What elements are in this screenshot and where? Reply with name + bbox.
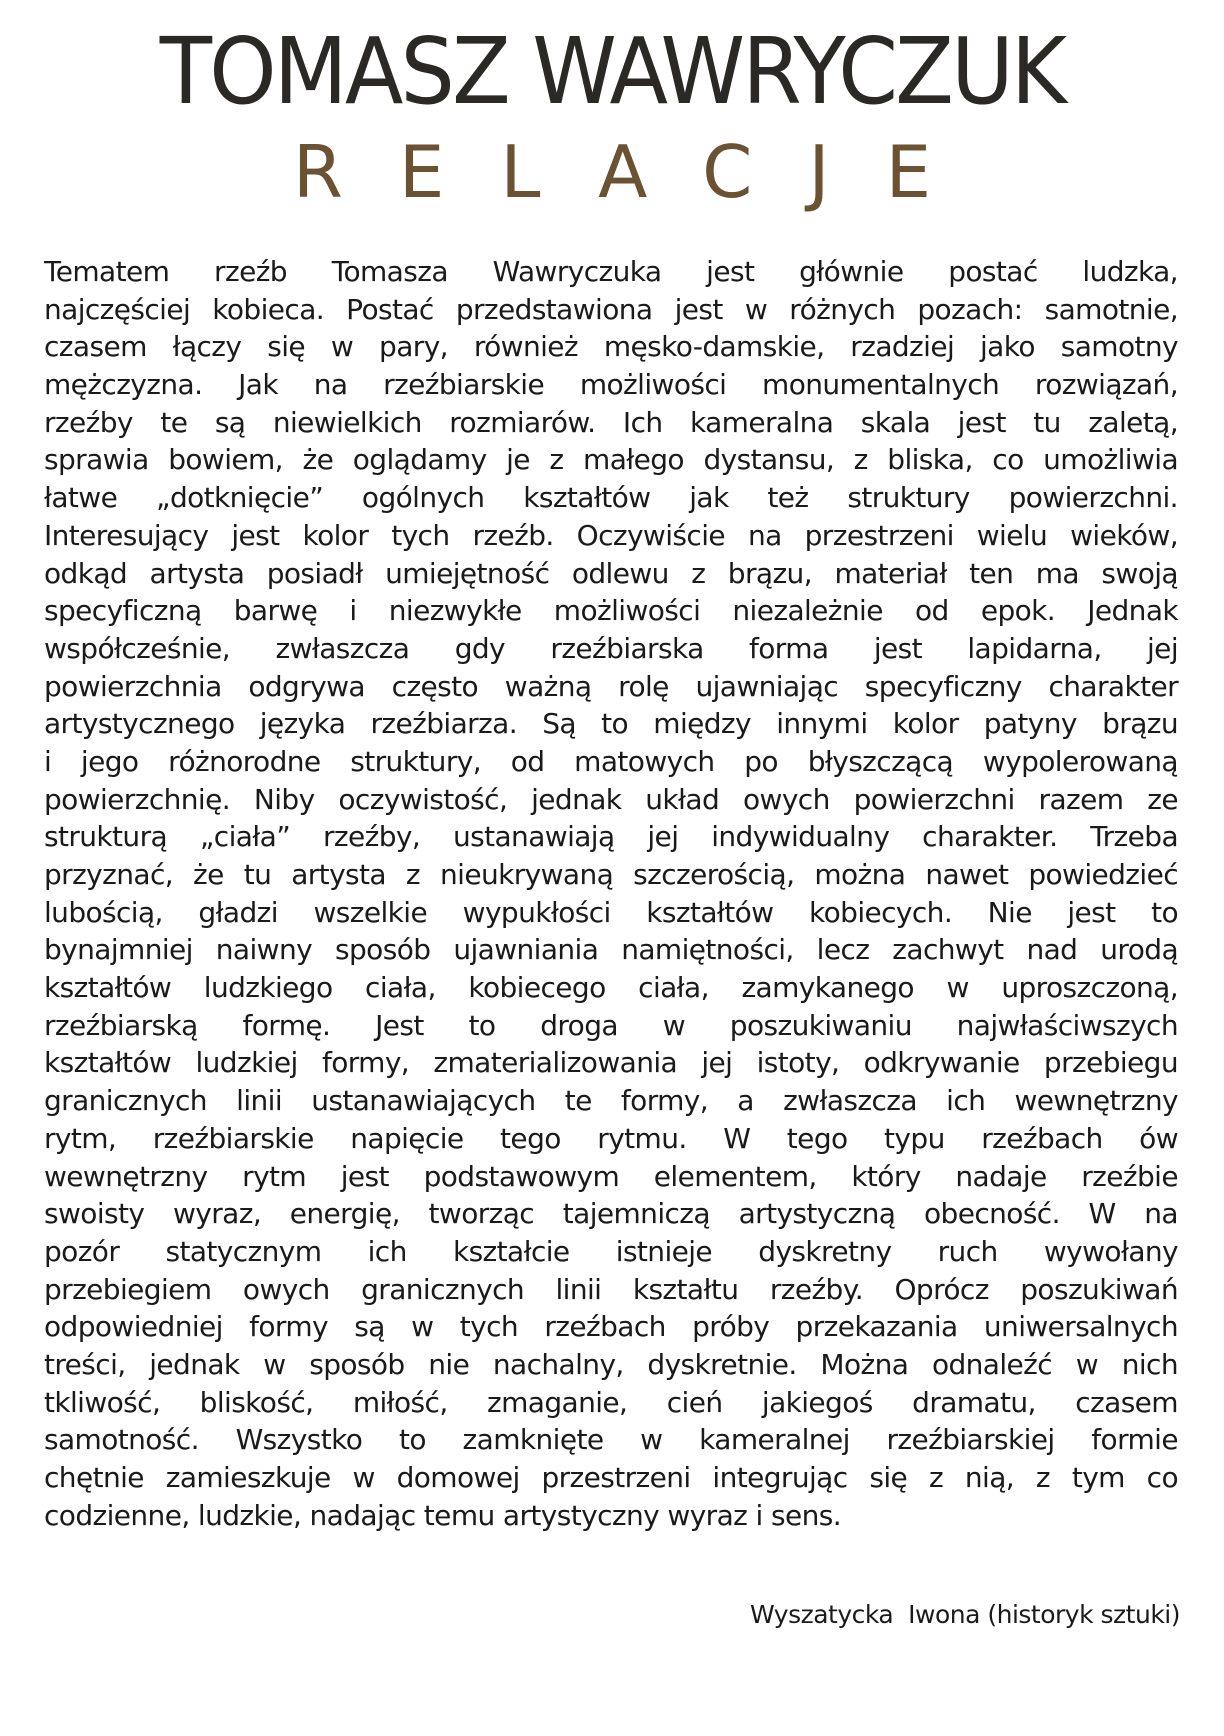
essay-line: odpowiedniej formy są w tych rzeźbach próby przekazania uniwersalnych [44, 1310, 1178, 1344]
essay-line: najczęściej kobieca. Postać przedstawiona jest w różnych pozach: samotnie, [44, 292, 1178, 326]
essay-line: kształtów ludzkiej formy, zmaterializowania jej istoty, odkrywanie przebiegu [44, 1046, 1178, 1080]
essay-line: współcześnie, zwłaszcza gdy rzeźbiarska forma jest lapidarna, jej [44, 631, 1178, 665]
essay-line: specyficzną barwę i niezwykłe możliwości niezależnie od epok. Jednak [44, 594, 1178, 628]
essay-line: rytm, rzeźbiarskie napięcie tego rytmu. W tego typu rzeźbach ów [44, 1121, 1178, 1155]
essay-line: kształtów ludzkiego ciała, kobiecego ciała, zamykanego w uproszczoną, [44, 971, 1178, 1005]
essay-line: treści, jednak w sposób nie nachalny, dyskretnie. Można odnaleźć w nich [44, 1347, 1178, 1381]
essay-line: codzienne, ludzkie, nadając temu artystyczny wyraz i sens. [44, 1498, 842, 1532]
essay-line: przyznać, że tu artysta z nieukrywaną szczerością, można nawet powiedzieć [44, 858, 1178, 891]
essay-line: artystycznego języka rzeźbiarza. Są to między innymi kolor patyny brązu [44, 707, 1178, 741]
essay-line: czasem łączy się w pary, również męsko-damskie, rzadziej jako samotny [44, 330, 1178, 364]
essay-line: tkliwość, bliskość, miłość, zmaganie, cień jakiegoś dramatu, czasem [44, 1385, 1178, 1419]
essay-line: mężczyzna. Jak na rzeźbiarskie możliwości monumentalnych rozwiązań, [44, 368, 1178, 402]
essay-line: pozór statycznym ich kształcie istnieje dyskretny ruch wywołany [44, 1234, 1178, 1268]
essay-line: bynajmniej naiwny sposób ujawniania namiętności, lecz zachwyt nad urodą [44, 933, 1178, 967]
page-header [0, 18, 1224, 214]
essay-body [44, 253, 1178, 1534]
essay-line: granicznych linii ustanawiających te formy, a zwłaszcza ich wewnętrzny [44, 1084, 1178, 1118]
essay-line: chętnie zamieszkuje w domowej przestrzeni integrując się z nią, z tym co [44, 1461, 1178, 1494]
exhibition-title: RELACJE [292, 130, 988, 214]
essay-line: łatwe „dotknięcie” ogólnych kształtów jak też struktury powierzchni. [44, 481, 1178, 515]
essay-line: sprawia bowiem, że oglądamy je z małego dystansu, z bliska, co umożliwia [44, 443, 1178, 477]
artist-name: TOMASZ WAWRYCZUK [159, 18, 1065, 125]
essay-line: odkąd artysta posiadł umiejętność odlewu z brązu, materiał ten ma swoją [44, 556, 1178, 590]
essay-line: Tematem rzeźb Tomasza Wawryczuka jest głównie postać ludzka, [44, 255, 1178, 288]
essay-line: lubością, gładzi wszelkie wypukłości kształtów kobiecych. Nie jest to [44, 895, 1178, 929]
essay-line: rzeźbiarską formę. Jest to droga w poszukiwaniu najwłaściwszych [44, 1008, 1178, 1042]
essay-line: powierzchnię. Niby oczywistość, jednak układ owych powierzchni razem ze [44, 782, 1178, 816]
essay-line: przebiegiem owych granicznych linii kształtu rzeźby. Oprócz poszukiwań [44, 1272, 1178, 1306]
essay-line: powierzchnia odgrywa często ważną rolę ujawniając specyficzny charakter [44, 669, 1178, 703]
essay-line: i jego różnorodne struktury, od matowych po błyszczącą wypolerowaną [44, 744, 1178, 778]
essay-line: Interesujący jest kolor tych rzeźb. Oczywiście na przestrzeni wielu wieków, [44, 518, 1178, 552]
essay-line: wewnętrzny rytm jest podstawowym elementem, który nadaje rzeźbie [44, 1159, 1178, 1193]
author-signature: Wyszatycka Iwona (historyk sztuki) [750, 1600, 1180, 1629]
essay-line: swoisty wyraz, energię, tworząc tajemniczą artystyczną obecność. W na [44, 1197, 1178, 1231]
essay-line: samotność. Wszystko to zamknięte w kameralnej rzeźbiarskiej formie [44, 1423, 1178, 1457]
essay-line: rzeźby te są niewielkich rozmiarów. Ich kameralna skala jest tu zaletą, [44, 405, 1178, 439]
essay-line: strukturą „ciała” rzeźby, ustanawiają jej indywidualny charakter. Trzeba [44, 820, 1178, 854]
